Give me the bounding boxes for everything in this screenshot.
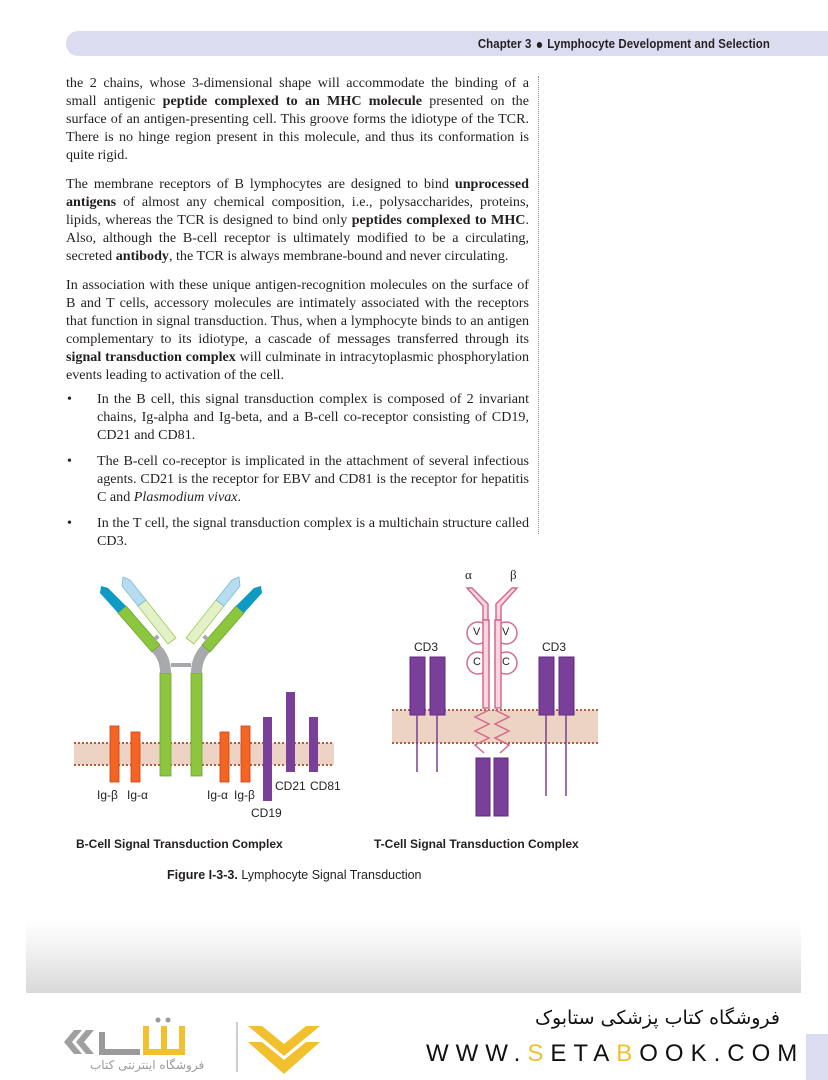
logo-mark-icon: [248, 1026, 320, 1074]
label-v-right: V: [502, 626, 510, 638]
label-cd19: CD19: [251, 806, 282, 820]
emphasis: signal transduction complex: [66, 349, 236, 365]
bullet-dot: [537, 42, 542, 48]
label-cd21: CD21: [275, 779, 306, 793]
label-cd3-right: CD3: [542, 640, 567, 654]
chevrons-icon: [64, 1030, 94, 1054]
emphasis: peptides complexed to MHC: [351, 212, 526, 228]
label-alpha: α: [465, 567, 472, 582]
diagram-svg: [60, 560, 620, 860]
label-ig-beta-right: Ig-β: [234, 788, 255, 802]
store-name: فروشگاه کتاب پزشکی ستابوک: [534, 1007, 780, 1029]
bcell-title: B-Cell Signal Transduction Complex: [76, 837, 283, 851]
logo-subtitle: فروشگاه اینترنتی کتاب: [90, 1058, 205, 1072]
label-ig-alpha-right: Ig-α: [207, 788, 228, 802]
body-text: [66, 74, 529, 558]
paragraph-2: The membrane receptors of B lymphocytes are designed to bind unprocessed antigens of almost any chemical composition, i.e., polysaccharides, proteins, lipids, whereas the TCR is designed to bind only peptides complexed to MHC. Also, although the B-cell receptor is ultimately modified to be a circulating, secreted antibody, the TCR is always membrane-bound and never circulating.: [66, 176, 529, 264]
figure-number: Figure I-3-3.: [167, 868, 238, 882]
paragraph-3: In association with these unique antigen-recognition molecules on the surface of B and T cells, accessory molecules are intimately associated with the receptors that function in signal transduction. Thus, when a lymphocyte binds to an antigen complementary to its idiotype, a cascade of messages transferred through its signal transduction complex will culminate in intracytoplasmic phosphorylation events leading to activation of the cell.: [66, 277, 530, 383]
running-header-text: [478, 36, 770, 51]
emphasis: peptide complexed to an MHC molecule: [162, 93, 422, 109]
figure-signal-transduction: [60, 560, 620, 860]
running-header: [66, 31, 828, 56]
label-beta: β: [510, 567, 517, 582]
bullet-item: • In the B cell, this signal transduction complex is composed of 2 invariant chains, Ig-alpha and Ig-beta, and a B-cell co-receptor consisting of CD19, CD21 and CD81.: [66, 390, 529, 444]
figure-caption: [167, 868, 422, 882]
chapter-title: Lymphocyte Development and Selection: [547, 36, 770, 51]
bullet-list: [66, 390, 529, 550]
label-c-left: C: [473, 656, 481, 668]
bullet-item: • In the T cell, the signal transduction complex is a multichain structure called CD3.: [66, 514, 529, 550]
bullet-item: • The B-cell co-receptor is implicated in the attachment of several infectious agents. CD21 is the receptor for EBV and CD81 is the receptor for hepatitis C and Plasmodium vivax.: [66, 452, 529, 506]
label-cd81: CD81: [310, 779, 341, 793]
chapter-number: Chapter 3: [477, 36, 532, 51]
tcell-title: T-Cell Signal Transduction Complex: [374, 837, 579, 851]
label-cd3-left: CD3: [414, 640, 439, 654]
label-ig-alpha-left: Ig-α: [127, 788, 148, 802]
emphasis: unprocessed antigens: [66, 176, 529, 210]
margin-rule: [538, 76, 539, 534]
label-v-left: V: [473, 626, 481, 638]
logo-wordmark: [102, 1018, 182, 1053]
emphasis: antibody: [115, 248, 169, 264]
footer-side-tab: [806, 1034, 828, 1080]
figure-caption-text: Lymphocyte Signal Transduction: [237, 868, 422, 882]
label-ig-beta-left: Ig-β: [97, 788, 118, 802]
label-c-right: C: [502, 656, 510, 668]
page-shadow: [26, 920, 801, 993]
paragraph-1: the 2 chains, whose 3-dimensional shape will accommodate the binding of a small antigenic peptide complexed to an MHC molecule presented on the surface of an antigen-presenting cell. This groove forms the idiotype of the TCR. There is no hinge region present in this molecule, and thus its conformation is quite rigid.: [66, 75, 529, 163]
store-url[interactable]: WWW.SETABOOK.COM: [426, 1040, 805, 1067]
